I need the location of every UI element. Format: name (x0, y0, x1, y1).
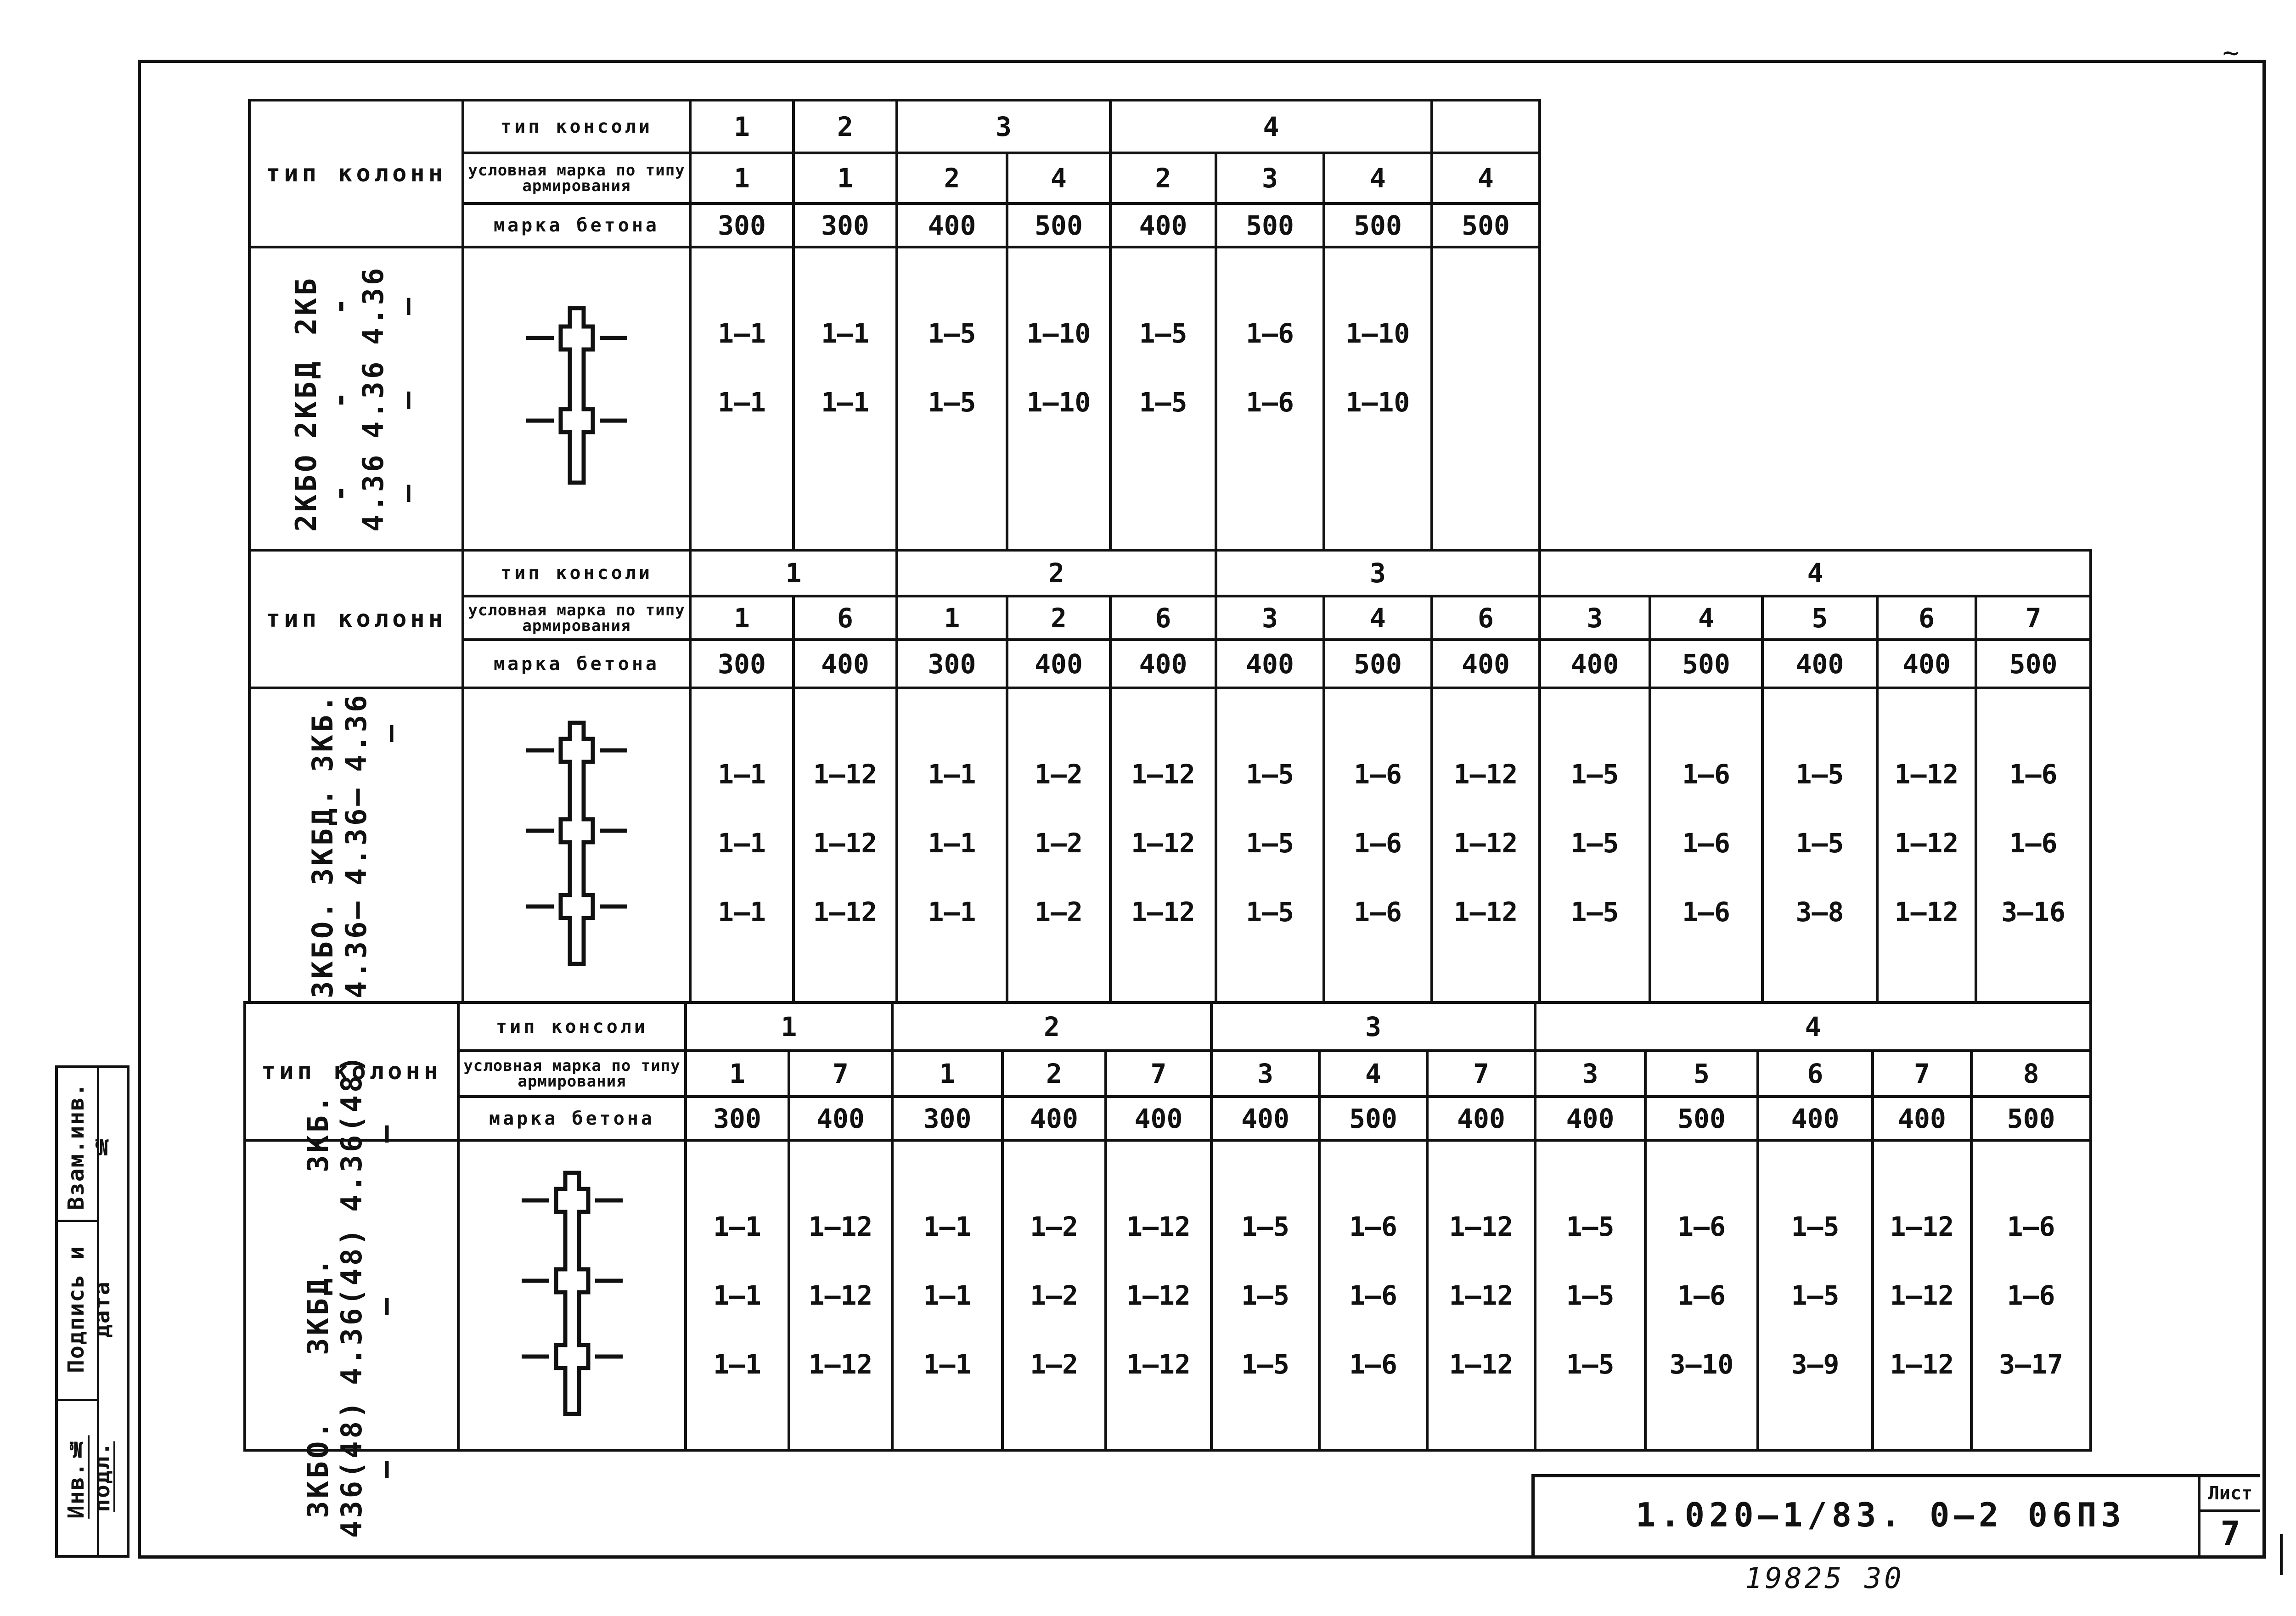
column-type-label: тип колонн (249, 550, 463, 688)
mark-cell: 6 (793, 596, 897, 640)
concrete-cell: 400 (1216, 640, 1324, 688)
column-sketch-icon (508, 299, 646, 492)
concrete-cell: 300 (690, 640, 793, 688)
spec-table-1 (248, 99, 1541, 552)
concrete-cell: 400 (1877, 640, 1976, 688)
mark-cell: 3 (1211, 1051, 1319, 1097)
data-cell: 1—12 1—12 1—12 (1432, 688, 1540, 1002)
mark-cell: 8 (1971, 1051, 2091, 1097)
mark-cell: 5 (1645, 1051, 1758, 1097)
mark-cell: 4 (1319, 1051, 1427, 1097)
data-cell: 1—1 1—1 1—1 (892, 1140, 1002, 1450)
mark-cell: 2 (897, 153, 1007, 203)
mark-cell: 4 (1432, 153, 1540, 203)
concrete-cell: 400 (1211, 1097, 1319, 1140)
mark-cell: 4 (1007, 153, 1110, 203)
console-type-cell: 3 (1211, 1002, 1535, 1051)
concrete-cell: 400 (1002, 1097, 1106, 1140)
concrete-cell: 500 (1971, 1097, 2091, 1140)
data-cell: 1—6 1—6 3—17 (1971, 1140, 2091, 1450)
data-cell (1432, 247, 1540, 550)
console-type-cell: 4 (1540, 550, 2091, 596)
column-name: 2КБ - 4.36— (289, 265, 423, 345)
mark-cell: 2 (1002, 1051, 1106, 1097)
concrete-cell: 400 (897, 203, 1007, 247)
concrete-cell: 500 (1324, 640, 1432, 688)
mark-cell: 1 (690, 596, 793, 640)
mark-cell: 6 (1432, 596, 1540, 640)
data-cell: 1—6 1—6 3—10 (1645, 1140, 1758, 1450)
mark-cell: 7 (1976, 596, 2091, 640)
column-sketch-icon (508, 714, 646, 971)
mark-cell: 1 (897, 596, 1007, 640)
data-cell: 1—5 1—5 1—5 (1540, 688, 1650, 1002)
data-cell: 1—1 1—1 1—1 (897, 688, 1007, 1002)
mark-cell: 4 (1650, 596, 1762, 640)
mark-cell: 1 (686, 1051, 789, 1097)
console-type-cell: 3 (1216, 550, 1540, 596)
data-cell: 1—1 1—1 (690, 247, 793, 550)
data-cell: 1—12 1—12 1—12 (1877, 688, 1976, 1002)
side-stamp (55, 1065, 129, 1558)
console-type-cell: 1 (686, 1002, 892, 1051)
edge-tick (2280, 1534, 2283, 1575)
data-cell: 1—1 1—1 1—1 (690, 688, 793, 1002)
concrete-cell: 300 (892, 1097, 1002, 1140)
concrete-cell: 500 (1645, 1097, 1758, 1140)
mark-cell: 6 (1758, 1051, 1873, 1097)
console-type-label: тип консоли (463, 550, 690, 596)
data-cell: 1—5 1—5 1—5 (1216, 688, 1324, 1002)
concrete-cell: 500 (1976, 640, 2091, 688)
console-type-cell: 2 (793, 100, 897, 153)
concrete-cell: 400 (1427, 1097, 1535, 1140)
reinforcement-mark-label: условная марка по типу армирования (463, 596, 690, 640)
data-cell: 1—10 1—10 (1324, 247, 1432, 550)
corner-mark: ~ (2223, 37, 2240, 69)
column-sketch-cell (463, 247, 690, 550)
data-cell: 1—12 1—12 1—12 (789, 1140, 892, 1450)
concrete-cell: 400 (1873, 1097, 1971, 1140)
column-name: 3КБД. 4.36(48)— (301, 1225, 402, 1385)
data-cell: 1—6 1—6 1—6 (1650, 688, 1762, 1002)
column-sketch-icon (503, 1164, 641, 1421)
column-name: 3КБО. 436(48)— (301, 1398, 402, 1538)
mark-cell: 4 (1324, 153, 1432, 203)
data-cell: 1—5 1—5 (1110, 247, 1216, 550)
column-name: 3КБД. 4.36— (306, 785, 373, 885)
mark-cell: 3 (1540, 596, 1650, 640)
mark-cell: 4 (1324, 596, 1432, 640)
data-cell: 1—5 1—5 3—8 (1762, 688, 1877, 1002)
console-type-label: тип консоли (463, 100, 690, 153)
mark-cell: 1 (793, 153, 897, 203)
data-cell: 1—1 1—1 (793, 247, 897, 550)
concrete-cell: 400 (1758, 1097, 1873, 1140)
data-cell: 1—5 1—5 1—5 (1535, 1140, 1645, 1450)
stamp-inv-no: Инв.№ подл. (63, 1435, 115, 1519)
concrete-cell: 400 (1432, 640, 1540, 688)
data-cell: 1—10 1—10 (1007, 247, 1110, 550)
column-type-label: тип колонн (245, 1002, 458, 1140)
console-type-cell: 1 (690, 100, 793, 153)
concrete-cell: 400 (1535, 1097, 1645, 1140)
mark-cell: 3 (1535, 1051, 1645, 1097)
concrete-cell: 500 (1432, 203, 1540, 247)
concrete-cell: 400 (789, 1097, 892, 1140)
concrete-cell: 400 (1540, 640, 1650, 688)
mark-cell: 3 (1216, 153, 1324, 203)
mark-cell: 7 (1873, 1051, 1971, 1097)
sheet-box (2198, 1477, 2260, 1555)
concrete-cell: 500 (1216, 203, 1324, 247)
mark-cell: 7 (1427, 1051, 1535, 1097)
data-cell: 1—6 1—6 (1216, 247, 1324, 550)
footer-number: 19825 30 (1745, 1561, 1904, 1595)
concrete-cell: 400 (793, 640, 897, 688)
console-type-cell: 2 (897, 550, 1216, 596)
concrete-cell: 400 (1762, 640, 1877, 688)
console-type-cell: 3 (897, 100, 1110, 153)
data-cell: 1—12 1—12 1—12 (1106, 1140, 1211, 1450)
mark-cell: 1 (892, 1051, 1002, 1097)
concrete-grade-label: марка бетона (463, 203, 690, 247)
concrete-cell: 300 (686, 1097, 789, 1140)
concrete-cell: 500 (1650, 640, 1762, 688)
column-names-cell (249, 247, 463, 550)
column-sketch-cell (463, 688, 690, 1002)
mark-cell: 6 (1110, 596, 1216, 640)
data-cell: 1—12 1—12 1—12 (1427, 1140, 1535, 1450)
concrete-cell: 400 (1007, 640, 1110, 688)
data-cell: 1—5 1—5 1—5 (1211, 1140, 1319, 1450)
mark-cell: 7 (1106, 1051, 1211, 1097)
data-cell: 1—6 1—6 1—6 (1319, 1140, 1427, 1450)
mark-cell: 6 (1877, 596, 1976, 640)
console-type-cell: 4 (1535, 1002, 2091, 1051)
concrete-cell: 500 (1007, 203, 1110, 247)
sheet-label: Лист (2200, 1477, 2260, 1512)
data-cell: 1—1 1—1 1—1 (686, 1140, 789, 1450)
data-cell: 1—2 1—2 1—2 (1007, 688, 1110, 1002)
column-name: 2КБО - 4.36— (289, 452, 423, 532)
console-type-cell: 2 (892, 1002, 1211, 1051)
data-cell: 1—12 1—12 1—12 (1110, 688, 1216, 1002)
console-type-cell: 1 (690, 550, 897, 596)
console-type-cell (1432, 100, 1540, 153)
reinforcement-mark-label: условная марка по типу армирования (463, 153, 690, 203)
mark-cell: 2 (1110, 153, 1216, 203)
concrete-cell: 300 (897, 640, 1007, 688)
console-type-cell: 4 (1110, 100, 1432, 153)
sheet-number: 7 (2220, 1514, 2240, 1553)
concrete-cell: 400 (1110, 640, 1216, 688)
data-cell: 1—12 1—12 1—12 (1873, 1140, 1971, 1450)
spec-table-2 (248, 549, 2092, 1004)
concrete-grade-label: марка бетона (458, 1097, 686, 1140)
concrete-cell: 400 (1106, 1097, 1211, 1140)
concrete-grade-label: марка бетона (463, 640, 690, 688)
concrete-cell: 500 (1319, 1097, 1427, 1140)
data-cell: 1—12 1—12 1—12 (793, 688, 897, 1002)
column-name: 3КБ. 4.36— (306, 692, 406, 772)
column-name: 3КБО. 4.36— (306, 899, 373, 998)
reinforcement-mark-label: условная марка по типу армирования (458, 1051, 686, 1097)
document-code: 1.020—1/83. 0–2 06ПЗ (1636, 1496, 2126, 1534)
mark-cell: 5 (1762, 596, 1877, 640)
mark-cell: 2 (1007, 596, 1110, 640)
data-cell: 1—2 1—2 1—2 (1002, 1140, 1106, 1450)
mark-cell: 3 (1216, 596, 1324, 640)
data-cell: 1—5 1—5 3—9 (1758, 1140, 1873, 1450)
stamp-replace-inv: Взам.инв.№ (63, 1082, 115, 1211)
console-type-label: тип консоли (458, 1002, 686, 1051)
concrete-cell: 300 (690, 203, 793, 247)
column-name: 3КБ. 4.36(48)— (301, 1053, 402, 1212)
column-name: 2КБД - 4.36— (289, 359, 423, 439)
data-cell: 1—6 1—6 3—16 (1976, 688, 2091, 1002)
concrete-cell: 300 (793, 203, 897, 247)
data-cell: 1—5 1—5 (897, 247, 1007, 550)
mark-cell: 1 (690, 153, 793, 203)
column-sketch-cell (458, 1140, 686, 1450)
concrete-cell: 400 (1110, 203, 1216, 247)
title-block (1531, 1474, 2260, 1555)
column-names-cell (249, 688, 463, 1002)
data-cell: 1—6 1—6 1—6 (1324, 688, 1432, 1002)
column-type-label: тип колонн (249, 100, 463, 247)
mark-cell: 7 (789, 1051, 892, 1097)
stamp-sign-date: Подпись и дата (63, 1245, 115, 1374)
concrete-cell: 500 (1324, 203, 1432, 247)
